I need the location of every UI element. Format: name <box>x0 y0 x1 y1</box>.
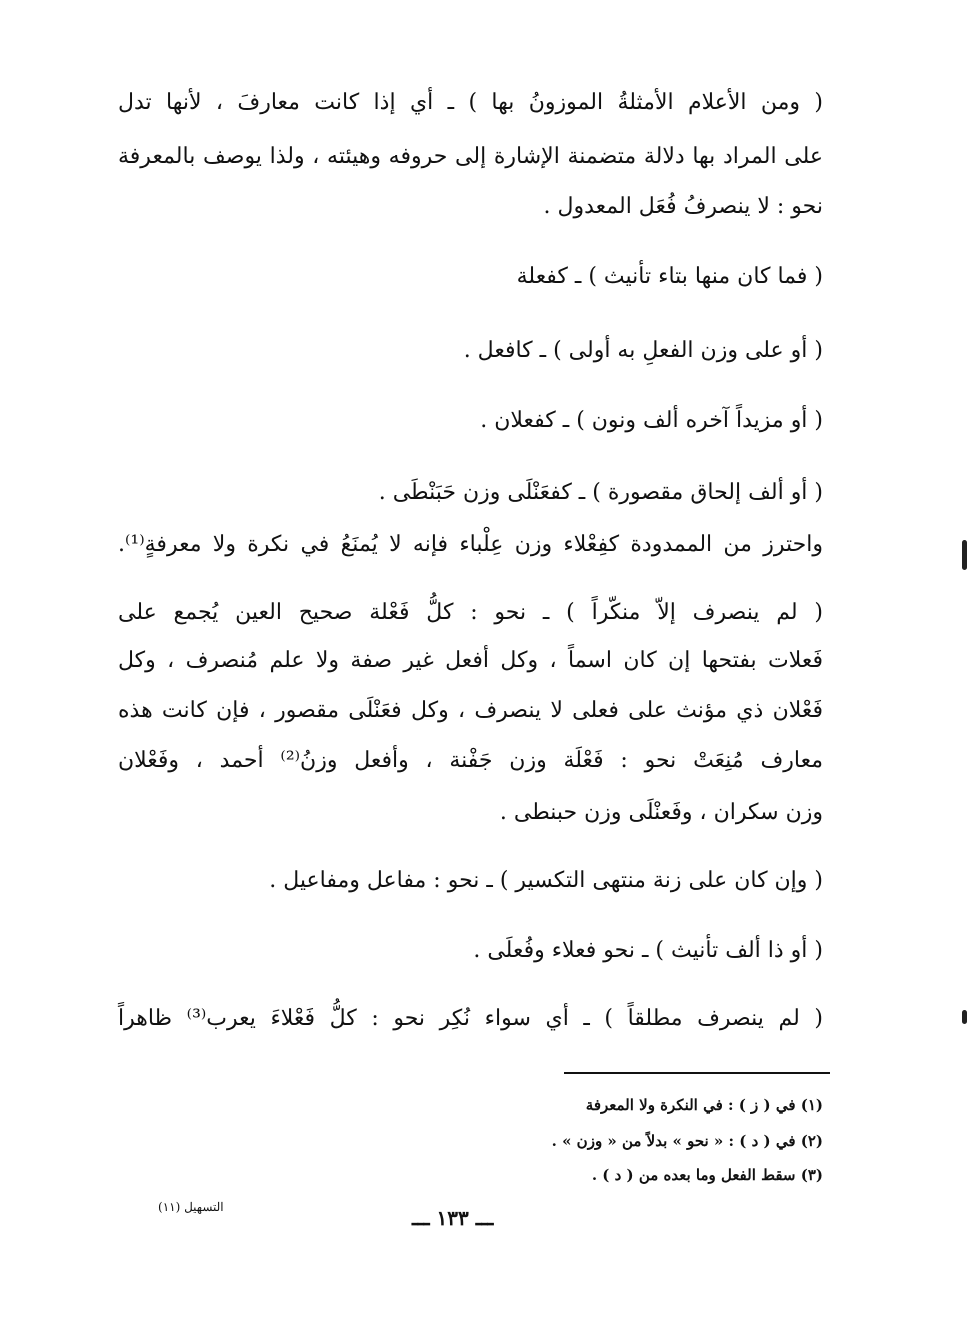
text-line-7: ( أو ألف إلحاق مقصورة ) ـ كفعَنْلَى وزن حَبَنْطَى . <box>378 480 823 505</box>
text-line-10: فَعلات بفتحها إن كان اسماً ، وكل أفعل غير صفة ولا علم مُنصرف ، وكل <box>118 648 823 673</box>
text-line-2: على المراد بها دلالة متضمنة الإشارة إلى حروفه وهيئته ، ولذا يوصف بالمعرفة <box>118 144 823 169</box>
text-line-13: وزن سكران ، وفَعنْلَى وزن حبنطى . <box>499 800 823 825</box>
text-line-9: ( لم ينصرف إلاّ منكّراً ) ـ نحو : كلُّ فَعْلة صحيح العين يُجمع على <box>118 600 823 625</box>
footnote-2: (٢) في ( د ) : « نحو » بدلاً من « وزن » . <box>551 1132 823 1150</box>
text-line-14: ( وإن كان على زنة منتهى التكسير ) ـ نحو : مفاعل ومفاعيل . <box>269 868 823 893</box>
scan-edge-mark <box>962 540 967 570</box>
text-line-11: فَعْلان ذي مؤنث على فعلى لا ينصرف ، وكل فعَنْلَى مقصور ، فإن كانت هذه <box>118 698 823 723</box>
page-number: ـــ ١٣٣ ـــ <box>412 1206 494 1230</box>
text-line-6: ( أو مزيداً آخره ألف ونون ) ـ كفعلان . <box>480 408 823 433</box>
signature-mark: التسهيل (١١) <box>158 1200 224 1214</box>
text-line-5: ( أو على وزن الفعلِ به أولى ) ـ كافعل . <box>463 338 823 363</box>
text-line-12: معارف مُنِعَتْ نحو : فَعْلَة وزن جَفْنة ، وأفعل وزنُ⁽²⁾ أحمد ، وفَعْلان <box>118 748 823 773</box>
text-line-3: نحو : لا ينصرفُ فُعَل المعدول . <box>543 194 823 219</box>
text-line-1: ( ومن الأعلام الأمثلةُ الموزونُ بها ) ـ أي إذا كانت معارفَ ، لأنها تدل <box>118 90 823 115</box>
text-line-8: واحترز من الممدودة كفِعْلاء وزن عِلْباء فإنه لا يُمنَعُ في نكرة ولا معرفةٍ⁽¹⁾. <box>118 532 823 557</box>
text-line-16: ( لم ينصرف مطلقاً ) ـ أي سواء نُكِر نحو : كلُّ فَعْلاءَ يعرب⁽³⁾ ظاهراً <box>118 1006 823 1031</box>
scan-edge-mark-lower <box>962 1010 967 1024</box>
footnote-1: (١) في ( ز ) : في النكرة ولا المعرفة <box>585 1096 823 1114</box>
footnote-3: (٣) سقط الفعل وما بعده من ( د ) . <box>591 1166 823 1184</box>
text-line-15: ( أو ذا ألف تأنيث ) ـ نحو فعلاء وفُعلَى . <box>473 938 823 963</box>
text-line-4: ( فما كان منها بتاء تأنيث ) ـ كفعلة <box>516 264 823 289</box>
footnote-divider <box>564 1072 830 1074</box>
